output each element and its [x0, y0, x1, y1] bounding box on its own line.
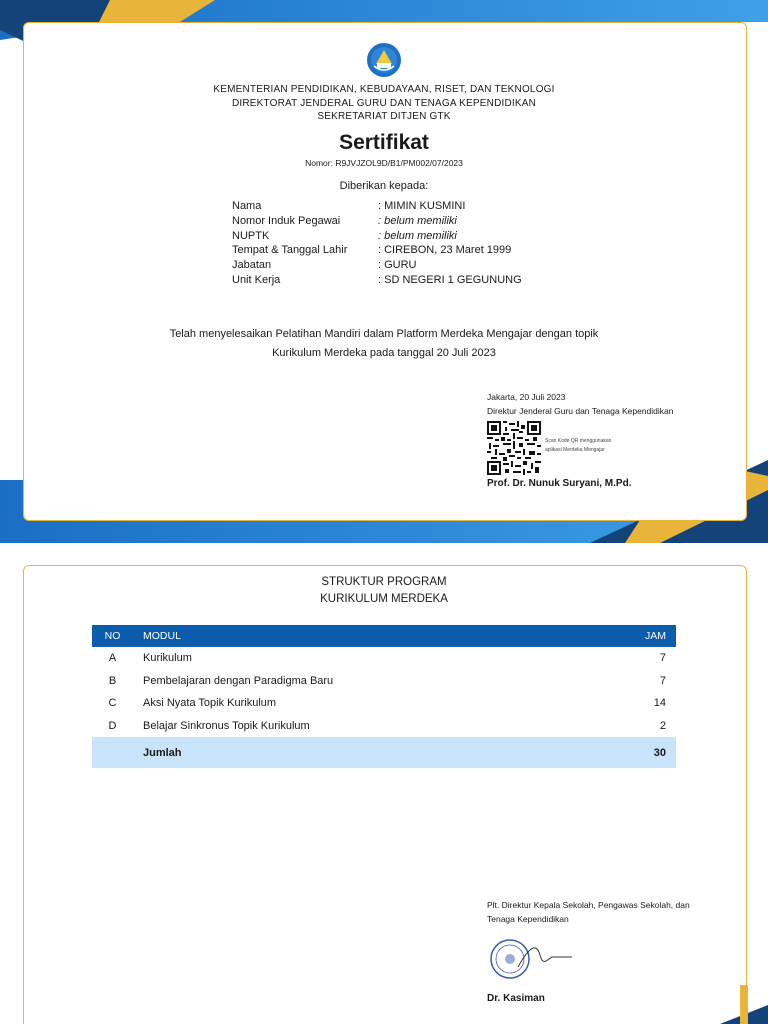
info-label: Unit Kerja — [232, 273, 281, 286]
official-stamp-icon — [488, 937, 578, 981]
row-modul: Belajar Sinkronus Topik Kurikulum — [143, 719, 310, 732]
row-no: D — [108, 719, 117, 732]
row-jam: 14 — [653, 697, 666, 710]
structure-subtitle-line: KURIKULUM MERDEKA — [320, 593, 448, 605]
row-modul: Kurikulum — [143, 652, 192, 665]
info-row-jabatan — [232, 258, 522, 273]
table-row — [92, 692, 676, 715]
ministry-header — [0, 83, 768, 124]
completion-statement — [0, 325, 768, 363]
row-jam: 7 — [659, 652, 666, 665]
info-value: : belum memiliki — [378, 229, 457, 242]
info-value: : GURU — [378, 259, 417, 272]
row-no: B — [108, 674, 117, 687]
row-modul: Aksi Nyata Topik Kurikulum — [143, 697, 277, 710]
header-jam: JAM — [616, 625, 676, 647]
structure-title — [0, 574, 768, 608]
info-row-nip — [232, 214, 522, 229]
info-value: : belum memiliki — [378, 214, 457, 227]
info-row-birth — [232, 243, 522, 258]
info-label: NUPTK — [232, 229, 270, 242]
row-no: C — [108, 697, 117, 710]
table-row — [92, 647, 676, 670]
info-value: : MIMIN KUSMINI — [378, 200, 466, 212]
total-row — [92, 737, 676, 768]
directorate-line: DIREKTORAT JENDERAL GURU DAN TENAGA KEPENDIDIKAN — [231, 97, 537, 109]
row-modul: Pembelajaran dengan Paradigma Baru — [143, 674, 334, 687]
info-row-unit — [232, 273, 522, 288]
place-date: Jakarta, 20 Juli 2023 — [487, 392, 566, 402]
row-jam: 2 — [659, 719, 666, 732]
qr-note-line: aplikasi Merdeka Mengajar — [545, 447, 605, 453]
table-row — [92, 670, 676, 693]
info-row-nuptk — [232, 229, 522, 244]
qr-note-line: Scan Kode QR menggunakan — [545, 438, 612, 444]
signature-block — [487, 390, 674, 418]
qr-code-icon — [487, 421, 541, 475]
secretariat-line: SEKRETARIAT DITJEN GTK — [317, 111, 451, 122]
info-value: : SD NEGERI 1 GEGUNUNG — [378, 273, 522, 286]
table-row — [92, 715, 676, 738]
structure-signature-block — [487, 898, 727, 926]
signer-name: Prof. Dr. Nunuk Suryani, M.Pd. — [487, 478, 632, 489]
qr-scan-note — [545, 437, 635, 455]
total-jam: 30 — [616, 737, 676, 768]
header-no: NO — [92, 625, 133, 647]
row-no: A — [108, 652, 117, 665]
statement-line: Telah menyelesaikan Pelatihan Mandiri dalam Platform Merdeka Mengajar dengan topik — [169, 328, 599, 340]
info-label: Tempat & Tanggal Lahir — [232, 244, 348, 257]
signer-title: Direktur Jenderal Guru dan Tenaga Kependidikan — [487, 406, 674, 416]
statement-line: Kurikulum Merdeka pada tanggal 20 Juli 2023 — [272, 347, 496, 359]
info-label: Nomor Induk Pegawai — [232, 214, 341, 227]
info-row-nama — [232, 199, 522, 214]
table-header-row — [92, 625, 676, 647]
recipient-info — [232, 199, 522, 288]
program-structure-page — [0, 565, 768, 1024]
ministry-line: KEMENTERIAN PENDIDIKAN, KEBUDAYAAN, RISET, DAN TEKNOLOGI — [213, 84, 555, 95]
total-no-cell — [92, 737, 133, 768]
certificate-number: Nomor: R9JVJZOL9D/B1/PM002/07/2023 — [305, 158, 463, 168]
signer-title-line: Tenaga Kependidikan — [487, 914, 569, 924]
total-label: Jumlah — [133, 737, 616, 768]
info-label: Jabatan — [232, 259, 272, 272]
row-jam: 7 — [659, 674, 666, 687]
info-label: Nama — [232, 200, 262, 212]
certificate-title: Sertifikat — [339, 131, 429, 154]
structure-title-line: STRUKTUR PROGRAM — [321, 576, 447, 588]
signer-title-line: Plt. Direktur Kepala Sekolah, Pengawas Sekolah, dan — [487, 900, 690, 910]
module-table — [92, 625, 676, 768]
info-value: : CIREBON, 23 Maret 1999 — [378, 244, 512, 257]
tut-wuri-handayani-logo-icon — [366, 42, 402, 78]
header-modul: MODUL — [133, 625, 616, 647]
page-gap — [0, 543, 768, 565]
given-to-label: Diberikan kepada: — [339, 180, 429, 192]
structure-signer-name: Dr. Kasiman — [487, 993, 545, 1004]
